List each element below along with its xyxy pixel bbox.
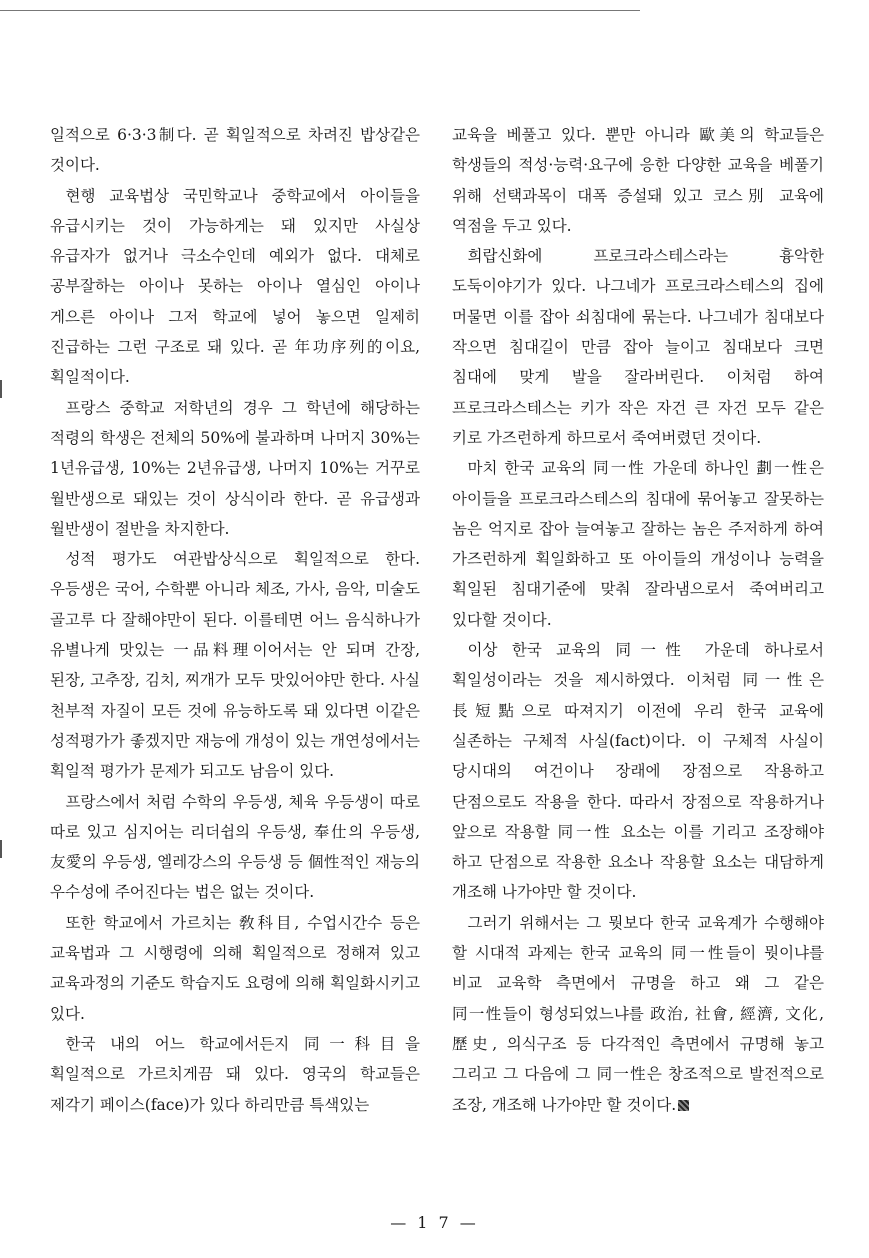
margin-mark — [0, 840, 2, 858]
paragraph: 프랑스 중학교 저학년의 경우 그 학년에 해당하는 적령의 학생은 전체의 50%에 불과하며 나머지 30%는 1년유급생, 10%는 2년유급생, 나머지 10%는 거꾸로 월반생으로 돼있는 것이 상식이라 한다. 곧 유급생과 월반생이 절반을 차지한다. — [50, 398, 420, 538]
paragraph: 한국 내의 어느 학교에서든지 同一科目을 획일적으로 가르치게끔 돼 있다. 영국의 학교들은 제각기 페이스(face)가 있다 하리만큼 특색있는 — [50, 1034, 420, 1114]
paragraph — [452, 908, 824, 1120]
paragraph: 마치 한국 교육의 同一性 가운데 하나인 劃一性은 아이들을 프로크라스테스의 침대에 묶어놓고 잘못하는 놈은 억지로 잡아 늘여놓고 잘하는 놈은 주저하게 하여 가즈런하게 획일화하고 또 아이들의 개성이나 능력을 획일된 침대기준에 맞춰 잘라냄으로서 죽여버리고 있다할 것이다. — [452, 459, 824, 629]
paragraph: 교육을 베풀고 있다. 뿐만 아니라 歐美의 학교들은 학생들의 적성·능력·요구에 응한 다양한 교육을 베풀기 위해 선택과목이 대폭 증설돼 있고 코스別 교육에 역점을 두고 있다. — [452, 126, 824, 235]
end-mark-icon — [678, 1100, 689, 1111]
left-column — [50, 120, 420, 1120]
paragraph: 희랍신화에 프로크라스테스라는 흉악한 도둑이야기가 있다. 나그네가 프로크라스테스의 집에 머물면 이를 잡아 쇠침대에 묶는다. 나그네가 침대보다 작으면 침대길이 만큼 잡아 늘이고 침대보다 크면 침대에 맞게 발을 잘라버린다. 이처럼 하여 프로크라스테스는 키가 작은 자건 큰 자건 모두 같은 키로 가즈런하게 하므로서 죽여버렸던 것이다. — [452, 247, 824, 447]
paragraph: 성적 평가도 여관밥상식으로 획일적으로 한다. 우등생은 국어, 수학뿐 아니라 체조, 가사, 음악, 미술도 골고루 다 잘해야만이 된다. 이를테면 어느 음식하나가 유별나게 맛있는 一品料理이어서는 안 되며 간장, 된장, 고추장, 김치, 찌개가 모두 맛있어야만 한다. 사실 천부적 자질이 모든 것에 유능하도록 돼 있다면 이같은 성적평가가 좋겠지만 재능에 개성이 있는 개연성에서는 획일적 평가가 문제가 되고도 남음이 있다. — [50, 550, 420, 781]
paragraph: 프랑스에서 처럼 수학의 우등생, 체육 우등생이 따로 따로 있고 심지어는 리더쉽의 우등생, 奉仕의 우등생, 友愛의 우등생, 엘레강스의 우등생 등 個性적인 재능의 우수성에 주어진다는 법은 없는 것이다. — [50, 792, 420, 902]
right-column — [452, 120, 824, 1120]
page-number: — 1 7 — — [390, 1213, 479, 1232]
paragraph: 또한 학교에서 가르치는 敎科目, 수업시간수 등은 교육법과 그 시행령에 의해 획일적으로 정해져 있고 교육과정의 기준도 학습지도 요령에 의해 획일화시키고 있다. — [50, 913, 420, 1023]
paragraph: 이상 한국 교육의 同一性 가운데 하나로서 획일성이라는 것을 제시하였다. 이처럼 同一性은 長短點으로 따져지기 이전에 우리 한국 교육에 실존하는 구체적 사실(fact)이다. 이 구체적 사실이 당시대의 여건이나 장래에 장점으로 작용하고 단점으로도 작용을 한다. 따라서 장점으로 작용하거나 앞으로 작용할 同一性 요소는 이를 기리고 조장해야 하고 단점으로 작용한 요소나 작용할 요소는 대담하게 개조해 나가야만 할 것이다. — [452, 641, 824, 902]
paragraph-text: 그러기 위해서는 그 뭣보다 한국 교육계가 수행해야 할 시대적 과제는 한국 교육의 同一性들이 뭣이냐를 비교 교육학 측면에서 규명을 하고 왜 그 같은 同一性들이 형성되었느냐를 政治, 社會, 經濟, 文化, 歷史, 의식구조 등 다각적인 측면에서 규명해 놓고 그리고 그 다음에 그 同一性은 창조적으로 발전적으로 조장, 개조해 나가야만 할 것이다. — [452, 913, 824, 1114]
paragraph: 일적으로 6·3·3制다. 곧 획일적으로 차려진 밥상같은 것이다. — [50, 126, 420, 175]
top-rule — [0, 10, 640, 11]
margin-mark — [0, 380, 2, 398]
paragraph: 현행 교육법상 국민학교나 중학교에서 아이들을 유급시키는 것이 가능하게는 돼 있지만 사실상 유급자가 없거나 극소수인데 예외가 없다. 대체로 공부잘하는 아이나 못하는 아이나 열심인 아이나 게으른 아이나 그저 학교에 넣어 놓으면 일제히 진급하는 그런 구조로 돼 있다. 곧 年功序列的이요, 획일적이다. — [50, 186, 420, 387]
